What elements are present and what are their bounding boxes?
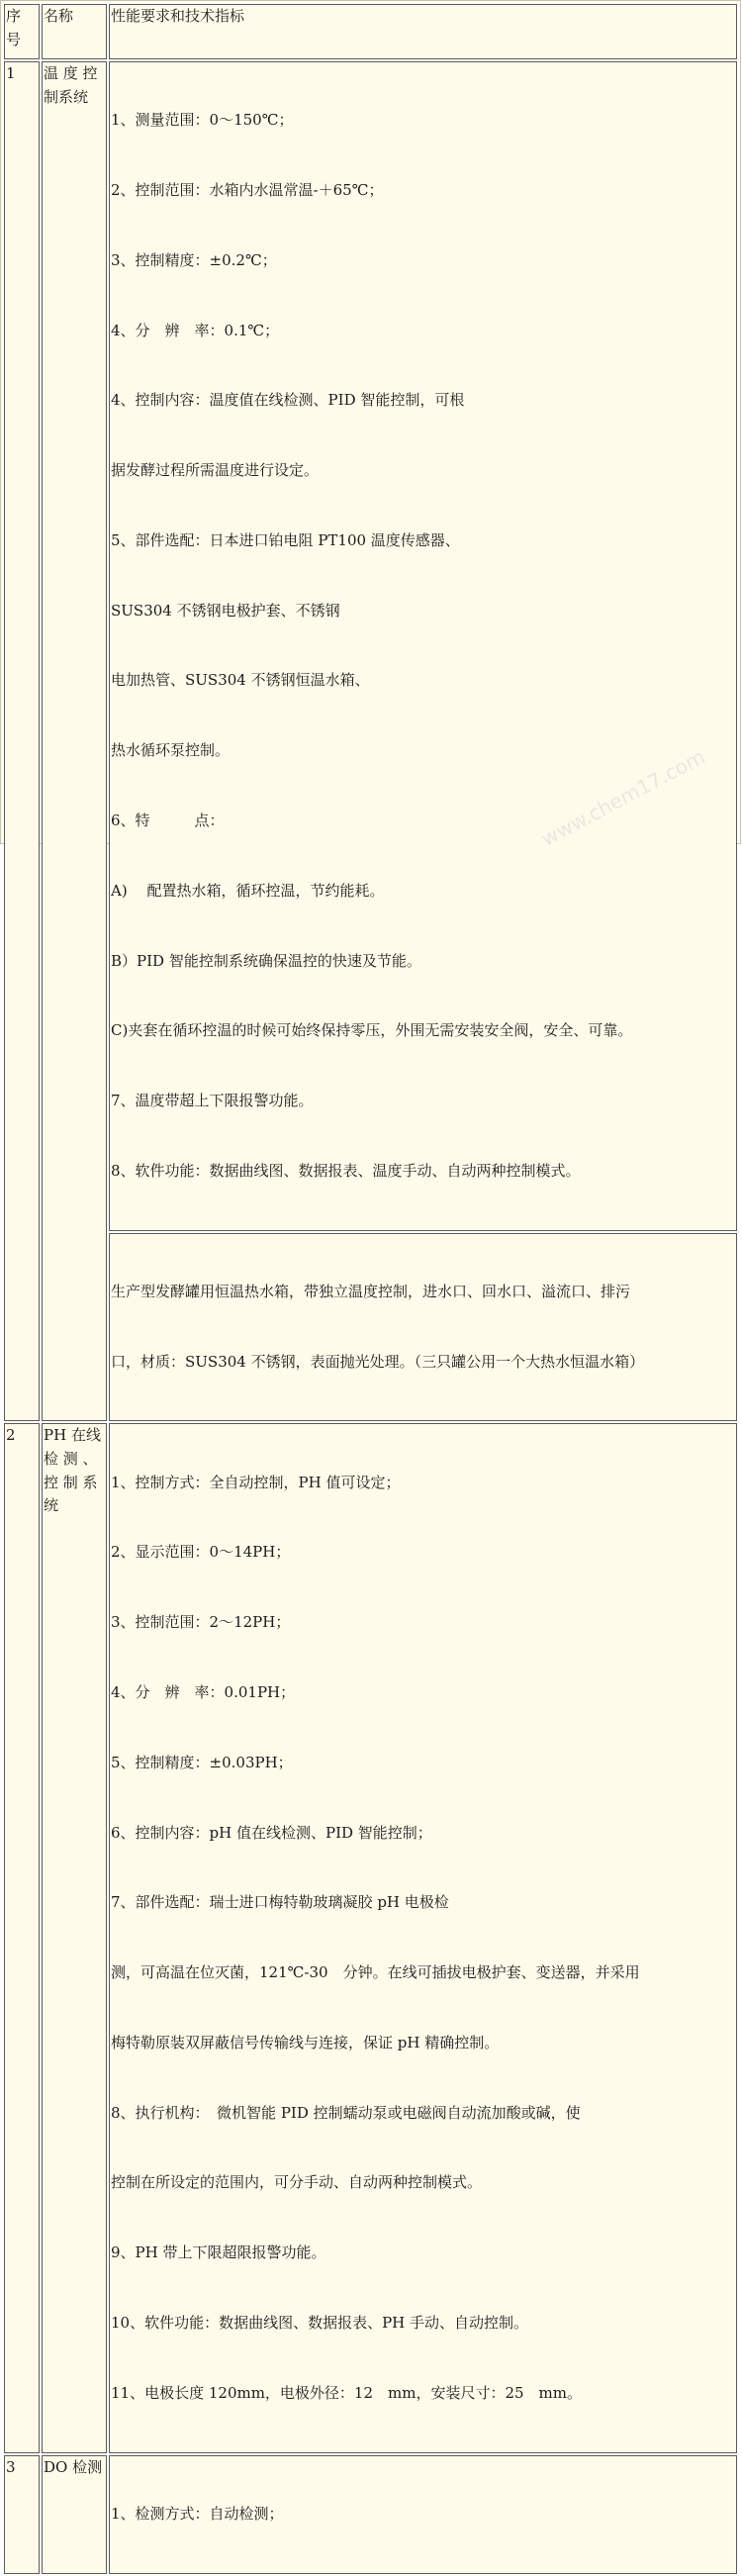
spec-line: 热水循环泵控制。	[111, 741, 231, 760]
table-row-temperature	[4, 61, 737, 1231]
spec-line: 2、显示范围：0～14PH；	[111, 1543, 291, 1562]
spec-line: 梅特勒原装双屏蔽信号传输线与连接，保证 pH 精确控制。	[111, 2033, 500, 2051]
spec-line: 电加热管、SUS304 不锈钢恒温水箱、	[111, 671, 370, 690]
spec-line: 3、控制精度：±0.2℃；	[111, 250, 277, 269]
spec-line: 7、部件选配：瑞士进口梅特勒玻璃凝胶 pH 电极检	[111, 1893, 449, 1912]
spec-line: 5、控制精度：±0.03PH；	[111, 1753, 293, 1771]
spec-line: 测，可高温在位灭菌，121℃-30 分钟。在线可插拔电极护套、变送器，并采用	[111, 1963, 640, 1982]
extra-line: 生产型发酵罐用恒温热水箱，带独立温度控制，进水口、回水口、溢流口、排污	[111, 1282, 631, 1300]
table-header-row	[4, 4, 737, 59]
spec-line: 6、特 点：	[111, 811, 225, 829]
spec-line: 6、控制内容：pH 值在线检测、PID 智能控制；	[111, 1823, 432, 1842]
spec-line: C)夹套在循环控温的时候可始终保持零压，外围无需安装安全阀，安全、可靠。	[111, 1021, 633, 1040]
spec-line: 1、控制方式：全自动控制，PH 值可设定；	[111, 1473, 401, 1491]
spec-line: 4、分 辨 率：0.1℃；	[111, 321, 280, 339]
header-no: 序 号	[4, 4, 40, 59]
row-2-spec	[109, 1423, 737, 2452]
watermark-logo: www.chem17.com	[537, 744, 709, 851]
spec-line: 3、控制范围：2～12PH；	[111, 1613, 291, 1632]
header-spec: 性能要求和技术指标	[109, 4, 737, 59]
spec-line: 1、检测方式：自动检测；	[111, 2504, 284, 2523]
spec-line: 11、电极长度 120mm，电极外径：12 mm，安装尺寸：25 mm。	[111, 2383, 583, 2402]
spec-line: 10、软件功能：数据曲线图、数据报表、PH 手动、自动控制。	[111, 2314, 529, 2332]
spec-line: 2、控制范围：水箱内水温常温-＋65℃；	[111, 180, 384, 199]
row-1-extra	[109, 1233, 737, 1422]
row-2-no: 2	[4, 1423, 40, 2452]
spec-line: 5、部件选配：日本进口铂电阻 PT100 温度传感器、	[111, 530, 460, 549]
spec-line: 4、控制内容：温度值在线检测、PID 智能控制，可根	[111, 391, 465, 410]
spec-line: 7、温度带超上下限报警功能。	[111, 1092, 314, 1110]
row-1-name: 温 度 控 制系统	[42, 61, 107, 1421]
table-row-ph	[4, 1423, 737, 2452]
extra-line: 口，材质：SUS304 不锈钢，表面抛光处理。（三只罐公用一个大热水恒温水箱）	[111, 1352, 645, 1371]
row-3-spec	[109, 2455, 737, 2574]
row-1-spec	[109, 61, 737, 1231]
spec-line: 8、软件功能：数据曲线图、数据报表、温度手动、自动两种控制模式。	[111, 1161, 581, 1180]
spec-line: 4、分 辨 率：0.01PH；	[111, 1682, 296, 1701]
row-3-no: 3	[4, 2455, 40, 2574]
table-row-temperature-extra	[4, 1233, 737, 1422]
spec-line: 9、PH 带上下限超限报警功能。	[111, 2243, 326, 2262]
spec-table	[2, 2, 739, 2576]
row-1-no: 1	[4, 61, 40, 1421]
spec-line: 1、测量范围：0～150℃；	[111, 111, 294, 130]
spec-line: 控制在所设定的范围内，可分手动、自动两种控制模式。	[111, 2173, 483, 2192]
spec-line: SUS304 不锈钢电极护套、不锈钢	[111, 601, 340, 620]
spec-line: B）PID 智能控制系统确保温控的快速及节能。	[111, 951, 421, 970]
table-row-do	[4, 2455, 737, 2574]
header-name: 名称	[42, 4, 107, 59]
spec-line: 据发酵过程所需温度进行设定。	[111, 461, 320, 480]
spec-line: A) 配置热水箱，循环控温，节约能耗。	[111, 881, 385, 900]
row-2-name: PH 在线 检 测 、 控 制 系 统	[42, 1423, 107, 2452]
row-3-name: DO 检测	[42, 2455, 107, 2574]
spec-line: 8、执行机构： 微机智能 PID 控制蠕动泵或电磁阀自动流加酸或碱，使	[111, 2103, 581, 2122]
